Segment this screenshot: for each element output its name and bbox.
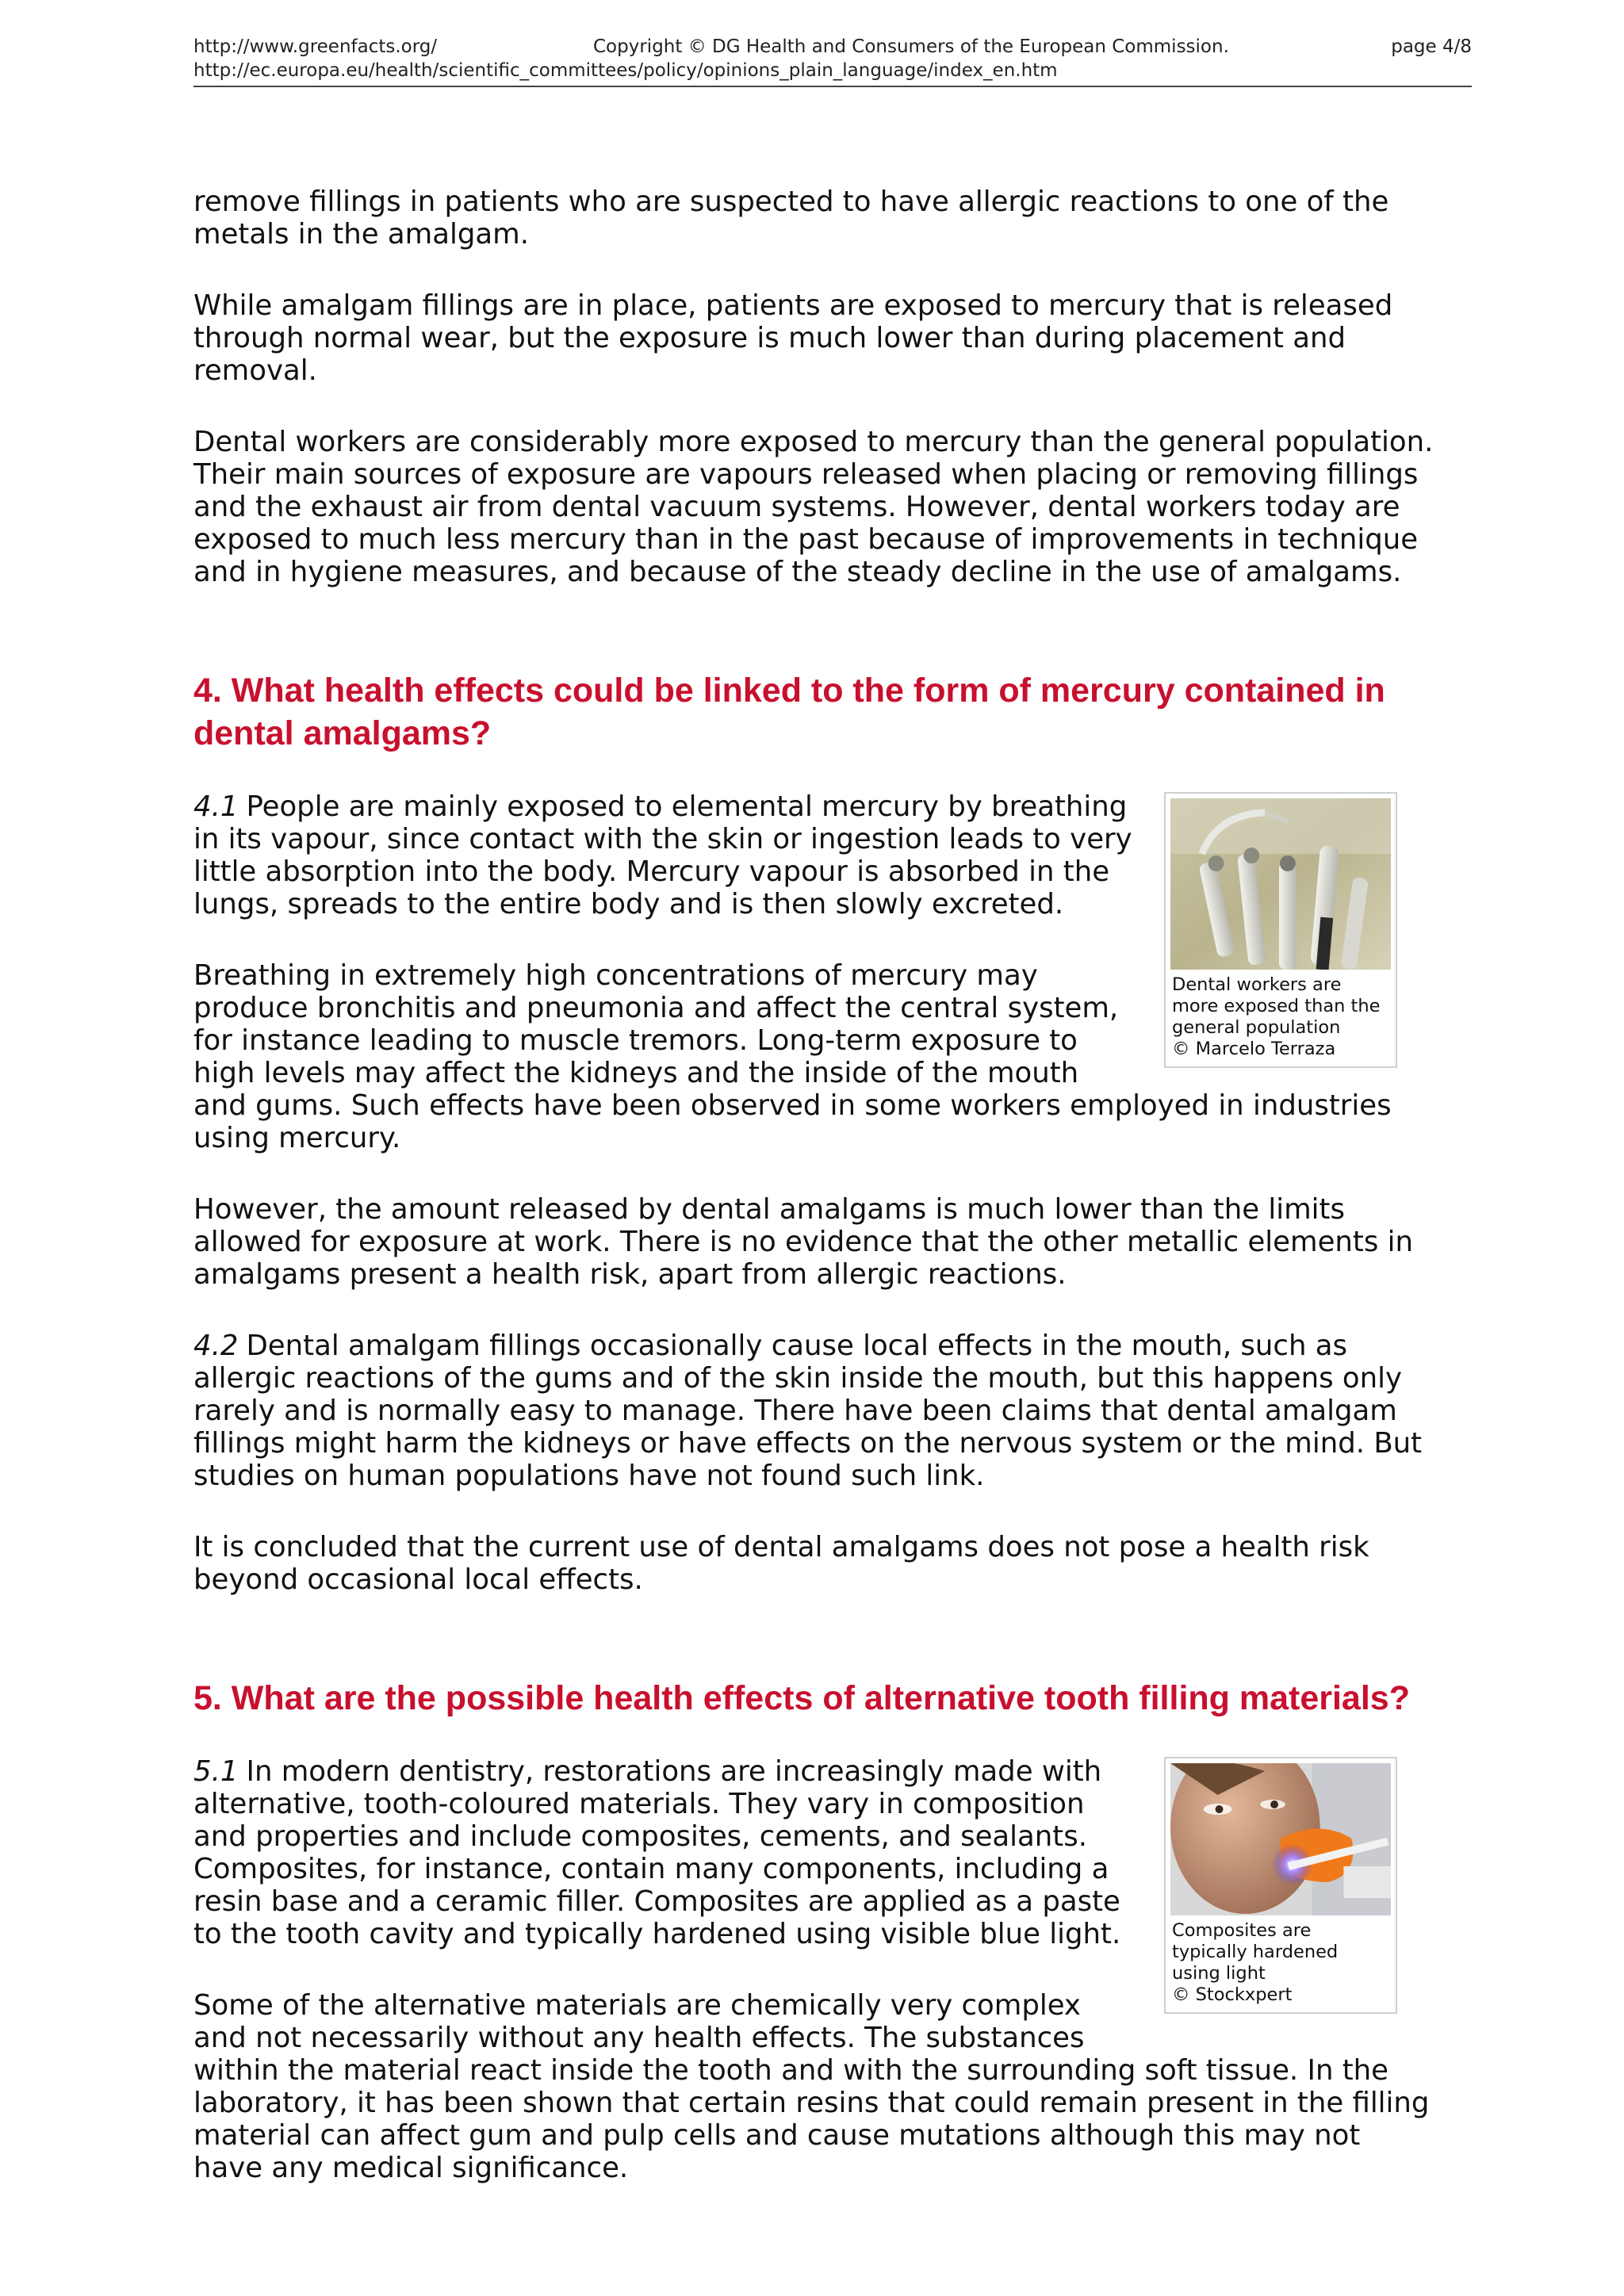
- dental-instruments-photo-icon: [1170, 798, 1391, 970]
- header-row-2: [193, 59, 1472, 82]
- caption-credit: © Marcelo Terraza: [1172, 1039, 1336, 1059]
- paragraph-4-2: [193, 1330, 1437, 1492]
- paragraph-fillings-removal: remove fillings in patients who are suspected to have allergic reactions to one of the metals in the amalgam.: [193, 186, 1389, 251]
- composites-figure: [1164, 1757, 1397, 2014]
- document-body: [193, 186, 1437, 2223]
- dental-workers-caption: [1170, 970, 1391, 1062]
- site-url-link[interactable]: http://www.greenfacts.org/: [193, 36, 438, 57]
- paragraph-number: 4.1: [193, 790, 239, 823]
- paragraph-amalgam-wear: While amalgam fillings are in place, patients are exposed to mercury that is released through normal wear, but the exposure is much lower than during placement and removal.: [193, 289, 1393, 387]
- page-header: [193, 35, 1472, 87]
- paragraph-text: In modern dentistry, restorations are increasingly made with alternative, tooth-coloured materials. They vary in composition and properties and include composites, cements, and sealants. Composites, for instance, contain many components, including a resin base and a ceramic filler. Composites are applied as a paste to the tooth cavity and typically hardened using visible blue light.: [193, 1755, 1121, 1950]
- paragraph-text: Dental amalgam fillings occasionally cause local effects in the mouth, such as allergic reactions of the gums and of the skin inside the mouth, but this happens only rarely and is normally easy to manage. There have been claims that dental amalgam fillings might harm the kidneys or have effects on the nervous system or the mind. But studies on human populations have not found such link.: [193, 1330, 1423, 1492]
- caption-text: Dental workers are more exposed than the general population: [1172, 974, 1381, 1038]
- section-5-heading: 5. What are the possible health effects of alternative tooth filling materials?: [193, 1679, 1410, 1717]
- patient-blue-light-photo-icon: [1170, 1763, 1391, 1915]
- paragraph-conclusion: It is concluded that the current use of dental amalgams does not pose a health risk beyond occasional local effects.: [193, 1531, 1369, 1596]
- composites-caption: [1170, 1915, 1391, 2007]
- source-url-link[interactable]: http://ec.europa.eu/health/scientific_committees/policy/opinions_plain_language/index_en.htm: [193, 60, 1058, 81]
- dental-workers-figure: [1164, 792, 1397, 1068]
- paragraph-dental-workers: Dental workers are considerably more exposed to mercury than the general population. Their main sources of exposure are vapours released when placing or removing fillings and the exhaust air from dental vacuum systems. However, dental workers today are exposed to much less mercury than in the past because of improvements in technique and in hygiene measures, and because of the steady decline in the use of amalgams.: [193, 426, 1434, 588]
- section-4-heading: 4. What health effects could be linked to the form of mercury contained in dental amalgams?: [193, 672, 1385, 752]
- paragraph-number: 4.2: [193, 1330, 239, 1362]
- header-row-1: [193, 35, 1472, 59]
- paragraph-exposure-limits: However, the amount released by dental amalgams is much lower than the limits allowed for exposure at work. There is no evidence that the other metallic elements in amalgams present a health risk, apart from allergic reactions.: [193, 1193, 1413, 1291]
- paragraph-number: 5.1: [193, 1755, 239, 1788]
- paragraph-alternative-materials: Some of the alternative materials are chemically very complex and not necessarily without any health effects. The substances within the material react inside the tooth and with the surrounding soft tissue. In the laboratory, it has been shown that certain resins that could remain present in the filling material can affect gum and pulp cells and cause mutations although this may not have any medical significance.: [193, 1989, 1430, 2184]
- paragraph-text: People are mainly exposed to elemental mercury by breathing in its vapour, since contact with the skin or ingestion leads to very little absorption into the body. Mercury vapour is absorbed in the lungs, spreads to the entire body and is then slowly excreted.: [193, 790, 1132, 920]
- page-number: page 4/8: [1391, 36, 1472, 57]
- caption-credit: © Stockxpert: [1172, 1984, 1293, 2005]
- copyright-notice: Copyright © DG Health and Consumers of the European Commission.: [593, 36, 1229, 57]
- paragraph-high-concentrations: Breathing in extremely high concentrations of mercury may produce bronchitis and pneumonia and affect the central system, for instance leading to muscle tremors. Long-term exposure to high levels may affect the kidneys and the inside of the mouth and gums. Such effects have been observed in some workers employed in industries using mercury.: [193, 959, 1392, 1154]
- caption-text: Composites are typically hardened using light: [1172, 1920, 1339, 1984]
